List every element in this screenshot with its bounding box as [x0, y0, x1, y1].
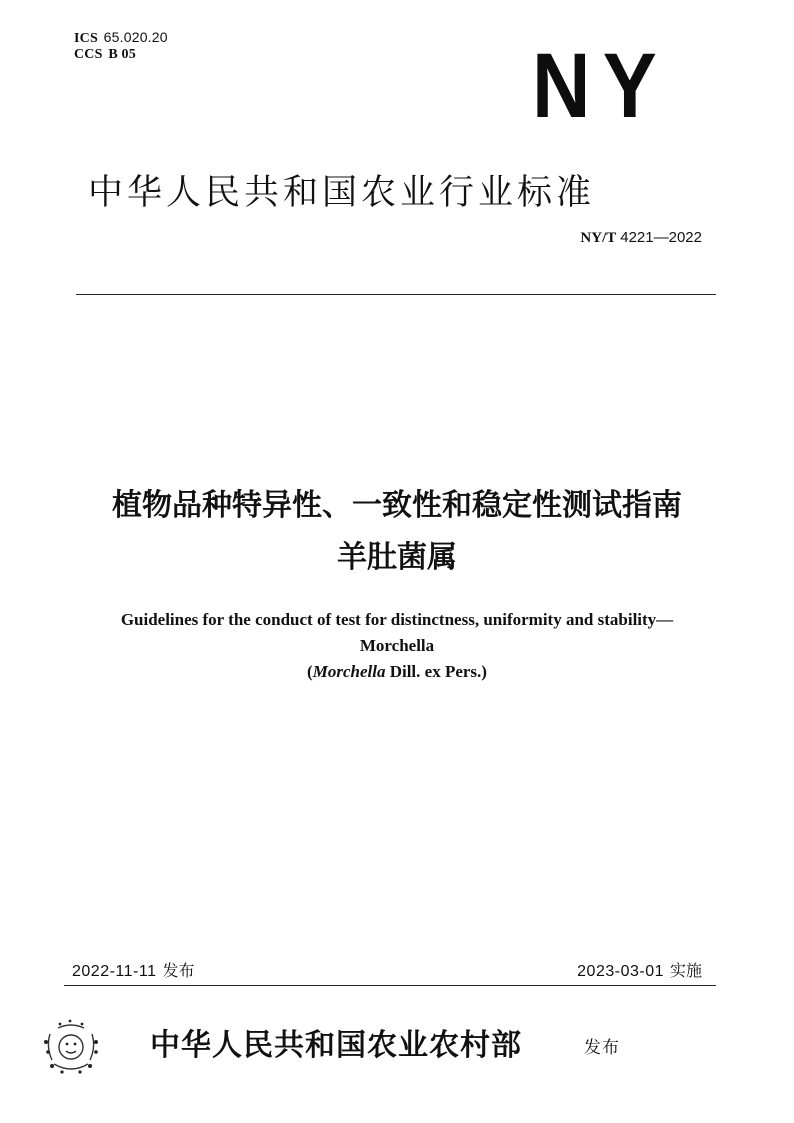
implementation-date-value: 2023-03-01 — [577, 963, 664, 980]
title-en-paren: ( — [307, 662, 313, 681]
title-cn-line1: 植物品种特异性、一致性和稳定性测试指南 — [112, 488, 682, 523]
bottom-divider — [64, 985, 716, 986]
issue-date-value: 2022-11-11 — [72, 963, 157, 980]
standard-number-value: 4221—2022 — [620, 229, 702, 246]
top-divider — [76, 294, 716, 295]
issue-date — [72, 958, 194, 981]
ics-label: ICS — [74, 31, 98, 46]
ics-code — [74, 29, 168, 47]
ny-logo: NY — [532, 35, 670, 137]
title-en-line3 — [0, 662, 794, 682]
title-en-line2: Morchella — [359, 636, 435, 655]
emblem-icon — [40, 1016, 102, 1078]
issuing-authority-suffix: 发布 — [584, 1038, 620, 1058]
title-en-authority: Dill. ex Pers.) — [385, 662, 487, 681]
standard-number — [580, 228, 702, 247]
standard-number-prefix: NY/T — [580, 230, 617, 246]
implementation-date-label: 实施 — [669, 961, 702, 980]
implementation-date — [577, 958, 702, 981]
title-cn-line2: 羊肚菌属 — [337, 540, 457, 575]
ccs-code — [74, 47, 136, 63]
issuing-authority: 中华人民共和国农业农村部 — [150, 1028, 522, 1063]
title-en-genus: Morchella — [312, 662, 386, 681]
issue-date-label: 发布 — [162, 961, 195, 980]
ccs-value: B 05 — [108, 47, 136, 62]
standard-category: 中华人民共和国农业行业标准 — [88, 173, 596, 213]
title-en-line1: Guidelines for the conduct of test for distinctness, uniformity and stability— — [120, 610, 674, 629]
ics-value: 65.020.20 — [103, 29, 168, 45]
ccs-label: CCS — [74, 47, 103, 62]
